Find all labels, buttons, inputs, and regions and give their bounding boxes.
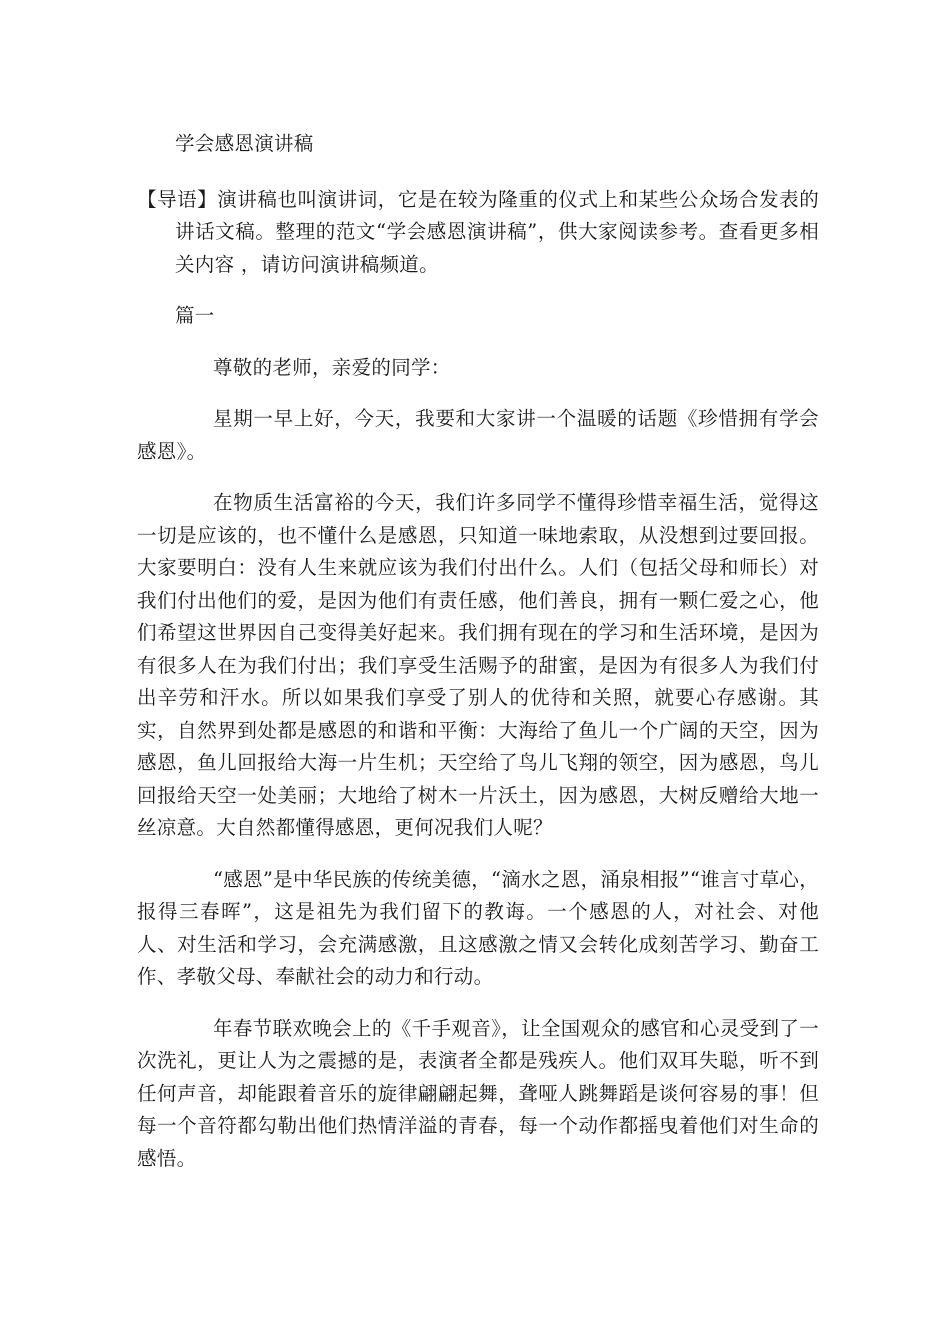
document-title: 学会感恩演讲稿 xyxy=(175,132,314,155)
intro-paragraph: 【导语】演讲稿也叫演讲词，它是在较为隆重的仪式上和某些公众场合发表的讲话文稿。整理的范文“学会感恩演讲稿”，供大家阅读参考。查看更多相关内容 ，请访问演讲稿频道。 xyxy=(137,187,819,276)
section-label: 篇一 xyxy=(175,304,215,327)
body-paragraph-3: “感恩”是中华民族的传统美德，“滴水之恩，涌泉相报”“谁言寸草心，报得三春晖”，这是祖先为我们留下的教诲。一个感恩的人，对社会、对他人、对生活和学习，会充满感激，且这感激之情又会转化成刻苦学习、勤奋工作、孝敬父母、奉献社会的动力和行动。 xyxy=(137,867,819,988)
body-paragraph-4: 年春节联欢晚会上的《千手观音》，让全国观众的感官和心灵受到了一次洗礼，更让人为之震撼的是，表演者全都是残疾人。他们双耳失聪，听不到任何声音，却能跟着音乐的旋律翩翩起舞，聋哑人跳舞蹈是谈何容易的事！但每一个音符都勾勒出他们热情洋溢的青春，每一个动作都摇曳着他们对生命的感悟。 xyxy=(137,1016,819,1170)
body-paragraph-2: 在物质生活富裕的今天，我们许多同学不懂得珍惜幸福生活，觉得这一切是应该的，也不懂什么是感恩，只知道一味地索取，从没想到过要回报。大家要明白：没有人生来就应该为我们付出什么。人们（包括父母和师长）对我们付出他们的爱，是因为他们有责任感，他们善良，拥有一颗仁爱之心，他们希望这世界因自己变得美好起来。我们拥有现在的学习和生活环境，是因为有很多人在为我们付出；我们享受生活赐予的甜蜜，是因为有很多人为我们付出辛劳和汗水。所以如果我们享受了别人的优待和关照，就要心存感谢。其实，自然界到处都是感恩的和谐和平衡：大海给了鱼儿一个广阔的天空，因为感恩，鱼儿回报给大海一片生机；天空给了鸟儿飞翔的领空，因为感恩，鸟儿回报给天空一处美丽；大地给了树木一片沃土，因为感恩，大树反赠给大地一丝凉意。大自然都懂得感恩，更何况我们人呢？ xyxy=(137,491,819,839)
document-page xyxy=(137,128,819,1194)
body-paragraph-1: 星期一早上好，今天，我要和大家讲一个温暖的话题《珍惜拥有学会感恩》。 xyxy=(137,407,819,463)
greeting-line: 尊敬的老师，亲爱的同学： xyxy=(213,355,451,379)
